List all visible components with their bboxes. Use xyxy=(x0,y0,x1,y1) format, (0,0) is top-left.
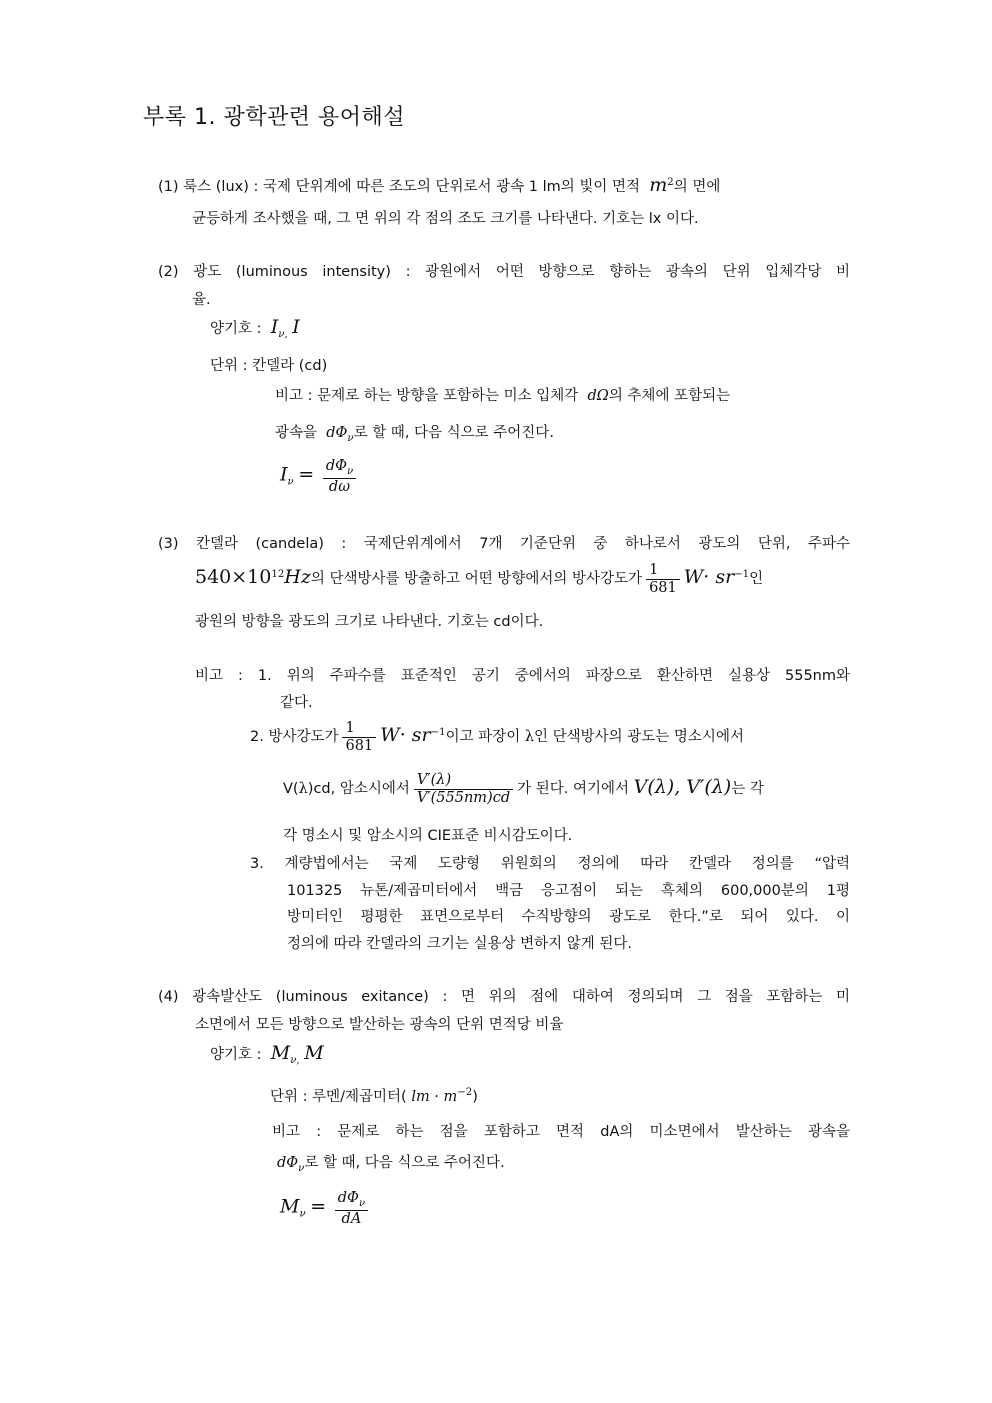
section-3-remark-3-line-2: 101325 뉴톤/제곱미터에서 백금 응고점이 되는 흑체의 600,000분의 1평 xyxy=(287,883,850,899)
section-3-remark-3-line-1: 3. 계량법에서는 국제 도량형 위원회의 정의에 따라 칸델라 정의를 “압력 xyxy=(250,856,850,872)
section-4-symbol xyxy=(210,1042,324,1066)
section-3-remark-3-line-4: 정의에 따라 칸델라의 크기는 실용상 변하지 않게 된다. xyxy=(287,936,633,952)
candela-text: 의 단색방사를 방출하고 어떤 방향에서의 방사강도가 xyxy=(310,571,643,588)
unit-exponent: −2 xyxy=(457,1087,473,1099)
section-1-line-1 xyxy=(158,174,850,196)
solid-angle-symbol: dΩ xyxy=(587,388,609,404)
eq-lhs: M xyxy=(280,1195,300,1218)
section-3-line-1: (3) 칸델라 (candela) : 국제단위계에서 7개 기준단위 중 하나로서 광도의 단위, 주파수 xyxy=(158,536,850,552)
eq-fraction xyxy=(335,1190,368,1227)
section-4-line-1: (4) 광속발산도 (luminous exitance) : 면 위의 점에 대하여 정의되며 그 점을 포함하는 미 xyxy=(158,989,850,1005)
remark-2-text: 는 각 xyxy=(731,781,764,798)
eq-lhs-subscript: ν xyxy=(287,476,294,488)
remark-2-text: 2. 방사강도가 xyxy=(250,729,339,746)
scotopic-fraction xyxy=(414,772,513,806)
section-2-symbol xyxy=(210,316,300,340)
eq-denominator: dA xyxy=(341,1210,362,1227)
section-3-line-3: 광원의 방향을 광도의 크기로 나타낸다. 기호는 cd이다. xyxy=(195,614,544,630)
symbol-iv: I xyxy=(270,316,279,338)
flux-subscript: ν xyxy=(347,432,354,444)
section-3-remark-1: 비고 : 1. 위의 주파수를 표준적인 공기 중에서의 파장으로 환산하면 실용상 555nm와 xyxy=(195,668,850,684)
symbol-label: 양기호 : xyxy=(210,1047,262,1063)
eq-fraction xyxy=(323,458,356,495)
eq-equals: = xyxy=(310,1195,327,1218)
fraction-denominator: 681 xyxy=(649,579,677,596)
radiant-unit-exponent: −1 xyxy=(430,727,446,739)
remark-text: 광속을 xyxy=(275,425,318,441)
lambda-symbol: λ xyxy=(298,781,308,798)
symbol-mv: M xyxy=(270,1042,291,1064)
section-2-line-1: (2) 광도 (luminous intensity) : 광원에서 어떤 방향으로 향하는 광속의 단위 입체각당 비 xyxy=(158,264,850,280)
eq-numerator-subscript: ν xyxy=(358,1197,366,1209)
fraction-denominator: V′(555nm)cd xyxy=(416,789,511,806)
section-4-unit xyxy=(270,1085,478,1106)
m-squared-exponent: 2 xyxy=(667,177,674,189)
remark-2-text: 인 단색방사의 광도는 명소시에서 xyxy=(534,729,744,746)
radiant-unit: W· sr xyxy=(683,566,735,589)
section-3-remark-1-cont: 같다. xyxy=(280,695,313,711)
symbol-i: I xyxy=(292,316,300,338)
lux-definition-text: (1) 룩스 (lux) : 국제 단위계에 따른 조도의 단위로서 광속 1 lm의 빛이 면적 xyxy=(158,179,641,195)
section-2-remark-line-2 xyxy=(275,421,554,444)
eq-lhs-subscript: ν xyxy=(299,1208,306,1220)
remark-text-tail: 로 할 때, 다음 식으로 주어진다. xyxy=(304,1155,505,1171)
fraction-numerator: 1 xyxy=(342,720,376,738)
fraction-numerator: 1 xyxy=(646,562,680,580)
unit-text: 단위 : 루멘/제곱미터( xyxy=(270,1089,407,1105)
section-4-remark-line-2 xyxy=(277,1151,505,1174)
remark-text-tail: 의 추체에 포함되는 xyxy=(608,388,731,404)
equation-luminous-exitance xyxy=(280,1190,372,1227)
eq-equals: = xyxy=(298,463,315,486)
section-3-remark-2-line-1 xyxy=(250,720,850,754)
eq-numerator-subscript: ν xyxy=(346,465,354,477)
section-3-remark-3-line-3: 방미터인 평평한 표면으로부터 수직방향의 광도로 한다.”로 되어 있다. 이 xyxy=(287,909,850,925)
remark-2-text: )cd, 암소시에서 xyxy=(307,781,410,798)
m-squared-symbol: m xyxy=(649,174,668,196)
radiant-unit: W· sr xyxy=(380,724,431,747)
frequency-exponent: 12 xyxy=(271,569,285,581)
eq-denominator: dω xyxy=(328,478,351,495)
remark-2-fraction xyxy=(342,720,376,754)
section-1-line-2: 균등하게 조사했을 때, 그 면 위의 각 점의 조도 크기를 나타낸다. 기호는 lx 이다. xyxy=(192,211,699,227)
section-2-remark-line-1 xyxy=(275,384,850,405)
remark-2-text: 가 된다. 여기에서 xyxy=(517,781,630,798)
unit-expression: lm · m xyxy=(411,1089,458,1105)
radiant-unit-exponent: −1 xyxy=(734,569,750,581)
section-4-line-2: 소면에서 모든 방향으로 발산하는 광속의 단위 면적당 비율 xyxy=(195,1017,564,1033)
v-lambda-expression: V(λ), V′(λ) xyxy=(633,776,732,799)
flux-subscript: ν xyxy=(298,1162,305,1174)
remark-text-tail: 로 할 때, 다음 식으로 주어진다. xyxy=(353,425,554,441)
section-4-remark-line-1: 비고 : 문제로 하는 점을 포함하고 면적 dA의 미소면에서 발산하는 광속을 xyxy=(272,1124,850,1140)
eq-lhs: I xyxy=(280,463,288,486)
symbol-mv-subscript: ν, xyxy=(290,1054,300,1066)
lambda-symbol: λ xyxy=(524,729,535,746)
equation-luminous-intensity xyxy=(280,458,360,495)
page-title: 부록 1. 광학관련 용어해설 xyxy=(143,105,405,130)
symbol-label: 양기호 : xyxy=(210,321,262,337)
lux-definition-tail: 의 면에 xyxy=(673,179,721,195)
section-2-unit: 단위 : 칸델라 (cd) xyxy=(210,358,328,374)
section-3-remark-2-line-3: 각 명소시 및 암소시의 CIE표준 비시감도이다. xyxy=(283,828,573,844)
remark-2-text: 이고 파장이 xyxy=(445,729,521,746)
eq-numerator: dΦ xyxy=(337,1190,359,1206)
section-2-line-2: 율. xyxy=(192,292,211,308)
fraction-numerator: V′(λ) xyxy=(414,772,513,790)
unit-text-tail: ) xyxy=(472,1089,478,1105)
symbol-iv-subscript: ν, xyxy=(278,328,288,340)
flux-symbol: dΦ xyxy=(277,1155,299,1171)
remark-2-text: V( xyxy=(283,781,299,798)
radiant-fraction xyxy=(646,562,680,596)
flux-symbol: dΦ xyxy=(326,425,348,441)
candela-text-tail: 인 xyxy=(749,571,764,588)
frequency-unit: Hz xyxy=(284,566,311,589)
symbol-m: M xyxy=(304,1042,324,1064)
frequency-value: 540×10 xyxy=(195,566,272,589)
remark-text: 비고 : 문제로 하는 방향을 포함하는 미소 입체각 xyxy=(275,388,579,404)
fraction-denominator: 681 xyxy=(345,737,374,754)
section-3-remark-2-line-2 xyxy=(283,772,850,806)
section-3-line-2 xyxy=(195,562,850,596)
eq-numerator: dΦ xyxy=(325,458,347,474)
